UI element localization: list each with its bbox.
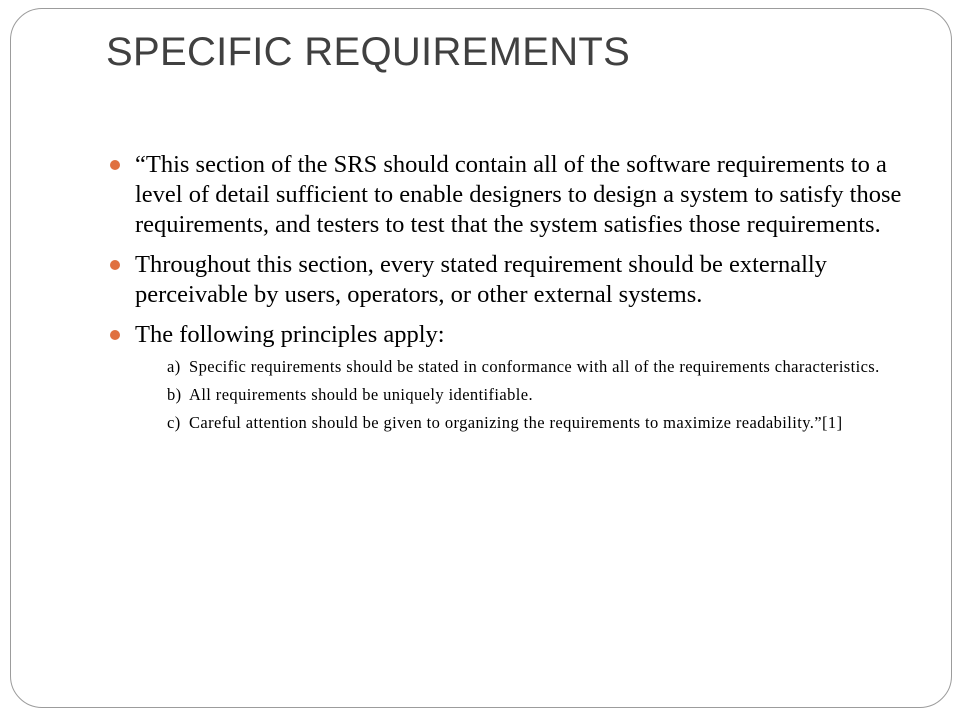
bullet-item [110,150,910,240]
sub-list-item [110,384,910,405]
sub-list-item [110,412,910,433]
bullet-text: The following principles apply: [135,321,445,348]
bullet-dot-icon [110,330,120,340]
slide-title: SPECIFIC REQUIREMENTS [106,30,631,74]
bullet-item [110,320,910,350]
bullet-text: Throughout this section, every stated requirement should be externally perceivable by users, operators, or other external systems. [135,251,827,308]
slide-content [110,150,910,440]
sub-item-marker: c) [167,413,181,432]
sub-item-marker: a) [167,357,181,376]
bullet-dot-icon [110,160,120,170]
sub-item-text: All requirements should be uniquely identifiable. [189,385,534,404]
sub-item-text: Specific requirements should be stated in conformance with all of the requirements characteristics. [189,357,880,376]
sub-item-marker: b) [167,385,182,404]
bullet-dot-icon [110,260,120,270]
sub-list-item [110,356,910,377]
bullet-item [110,250,910,310]
principles-list [110,356,910,433]
bullet-text: “This section of the SRS should contain all of the software requirements to a level of detail sufficient to enable designers to design a system to satisfy those requirements, and testers to test that the system satisfies those requirements. [135,151,902,238]
sub-item-text: Careful attention should be given to organizing the requirements to maximize readability.”[1] [189,413,843,432]
